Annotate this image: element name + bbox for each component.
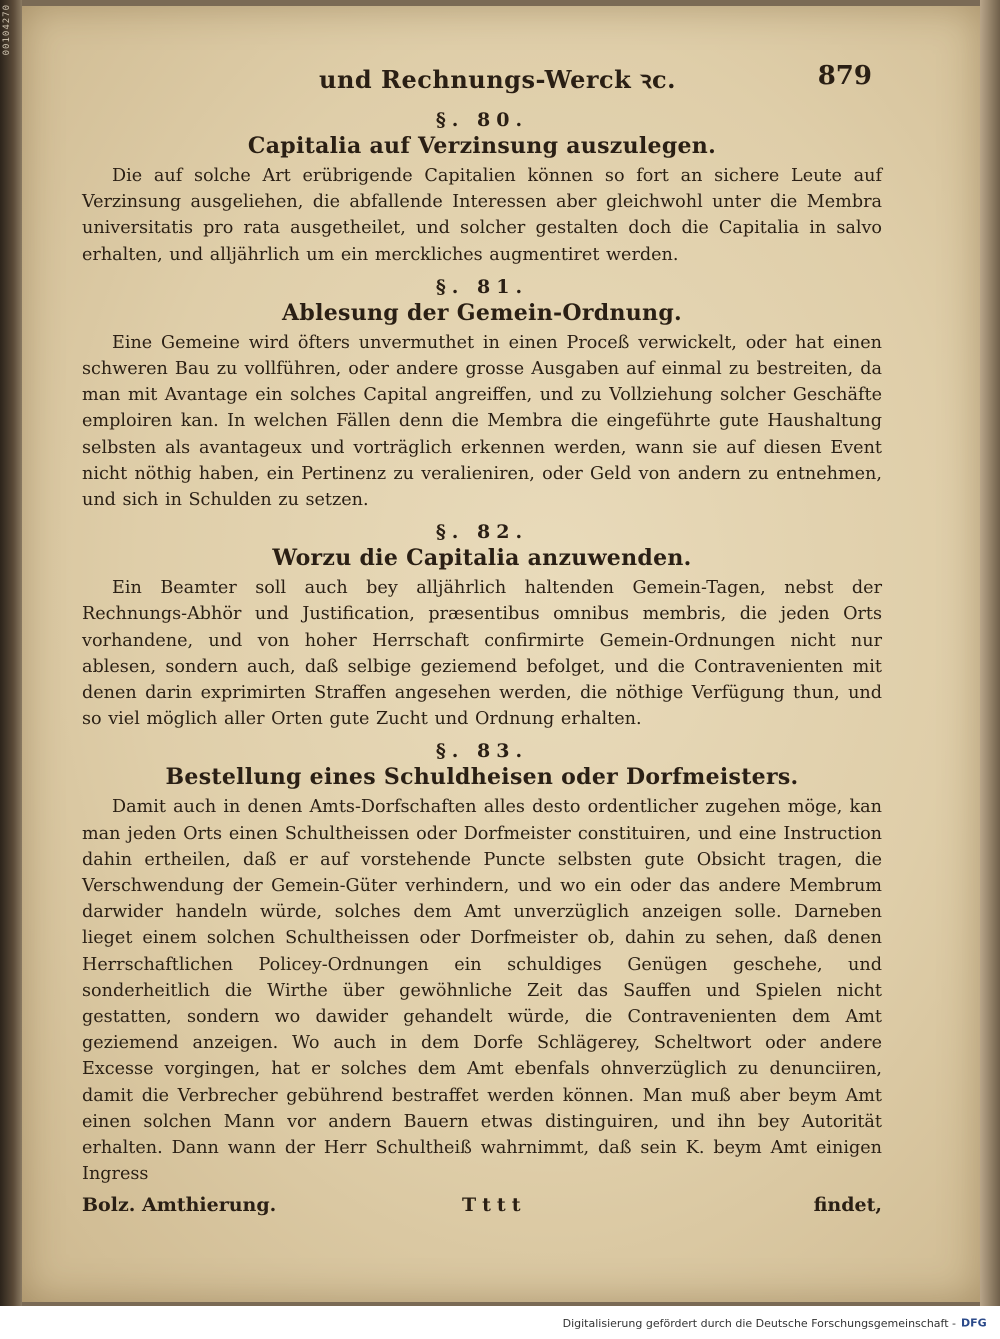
section-number: §. 80.	[435, 109, 529, 131]
section-number: §. 83.	[435, 740, 529, 763]
section-82	[82, 521, 882, 732]
svg-text:DFG: DFG	[961, 1316, 987, 1330]
page-text-block	[82, 61, 882, 1224]
running-head	[82, 61, 882, 101]
section-title: Capitalia auf Verzinsung auszulegen.	[247, 133, 717, 159]
section-title: Worzu die Capitalia anzuwenden.	[272, 545, 692, 572]
section-title: Bestellung eines Schuldheisen oder Dorfmeisters.	[165, 764, 799, 791]
book-gutter	[0, 0, 22, 1306]
section-paragraph: Die auf solche Art erübrigende Capitalien können so fort an sichere Leute auf Verzinsung ausgeliehen, die abfallende Interessen aber gleichwohl unter die Membra universitatis pro rata ausgetheilet, und solcher gestalten doch die Capitalia in salvo erhalten, und alljährlich um ein merckliches augmentiret werden.	[82, 166, 882, 265]
credit-bar	[0, 1306, 1000, 1339]
catchword: findet,	[813, 1193, 882, 1216]
section-83	[82, 740, 882, 1187]
section-number: §. 81.	[435, 275, 529, 298]
section-81	[82, 276, 882, 513]
credit-text: Digitalisierung gefördert durch die Deutsche Forschungsgemeinschaft -	[562, 1317, 956, 1330]
section-paragraph: Eine Gemeine wird öfters unvermuthet in einen Proceß verwickelt, oder hat einen schweren Bau zu vollführen, oder andere grosse Ausgaben auf einmal zu bestreiten, da man mit Avantage ein solches Capital angreiffen, und zu Vollziehung solcher Geschäfte emploiren kan. In welchen Fällen denn die Membra die eingeführte gute Haushaltung selbsten als avantageux und vorträglich erkennen werden, wann sie auf diesen Event nicht nöthig haben, ein Pertinenz zu veralieniren, oder Geld von andern zu entnehmen, und sich in Schulden zu setzen.	[82, 332, 882, 511]
signature-mark: Tttt	[462, 1193, 527, 1216]
section-paragraph: Ein Beamter soll auch bey alljährlich haltenden Gemein-Tagen, nebst der Rechnungs-Abhör und Justification, præsentibus omnibus membris, die jeden Orts vorhandene, und von hoher Herrschaft confirmirte Gemein-Ordnungen nicht nur ablesen, sondern auch, daß selbige geziemend befolget, und die Contravenienten mit denen darin exprimirten Straffen angesehen werden, die nöthige Verfügung thun, und so viel möglich aller Orten gute Zucht und Ordnung erhalten.	[82, 578, 882, 730]
section-title: Ablesung der Gemein-Ordnung.	[282, 299, 682, 326]
page-footer	[82, 1194, 882, 1224]
section-number: §. 82.	[435, 521, 529, 544]
book-page	[22, 6, 980, 1302]
section-80	[82, 109, 882, 268]
scan-id-label: 00104270	[2, 4, 12, 56]
signature-line: Bolz. Amthierung.	[82, 1193, 277, 1216]
page-number: 879	[817, 61, 872, 91]
section-paragraph: Damit auch in denen Amts-Dorfschaften alles desto ordentlicher zugehen möge, kan man jeden Orts einen Schultheissen oder Dorfmeister constituiren, und eine Instruction dahin ertheilen, daß er auf vorstehende Puncte selbsten gute Obsicht tragen, die Verschwendung der Gemein-Güter verhindern, und wo ein oder das andere Membrum darwider handeln würde, solches dem Amt unverzüglich anzeigen solle. Darneben lieget einem solchen Schultheissen oder Dorfmeister ob, dahin zu sehen, daß denen Herrschaftlichen Policey-Ordnungen ein schuldiges Genügen geschehe, und sonderheitlich die Wirthe über gewöhnliche Zeit das Sauffen und Spielen nicht gestatten, sondern wo dawider gehandelt würde, die Contravenienten dem Amt geziemend anzeigen. Wo auch in dem Dorfe Schlägerey, Scheltwort oder andere Excesse vorgingen, hat er solches dem Amt ebenfals ohnverzüglich zu denunciiren, damit die Verbrecher gebührend bestraffet werden können. Man muß aber beym Amt einen solchen Mann vor andern Bauern etwas distinguiren, und ihn bey Autorität erhalten. Dann wann der Herr Schultheiß wahrnimmt, daß sein K. beym Amt einigen Ingress	[82, 797, 882, 1185]
dfg-logo-icon	[960, 1314, 992, 1330]
page-edge	[980, 0, 1000, 1306]
running-title: und Rechnungs-Werck ꝛc.	[319, 65, 676, 94]
